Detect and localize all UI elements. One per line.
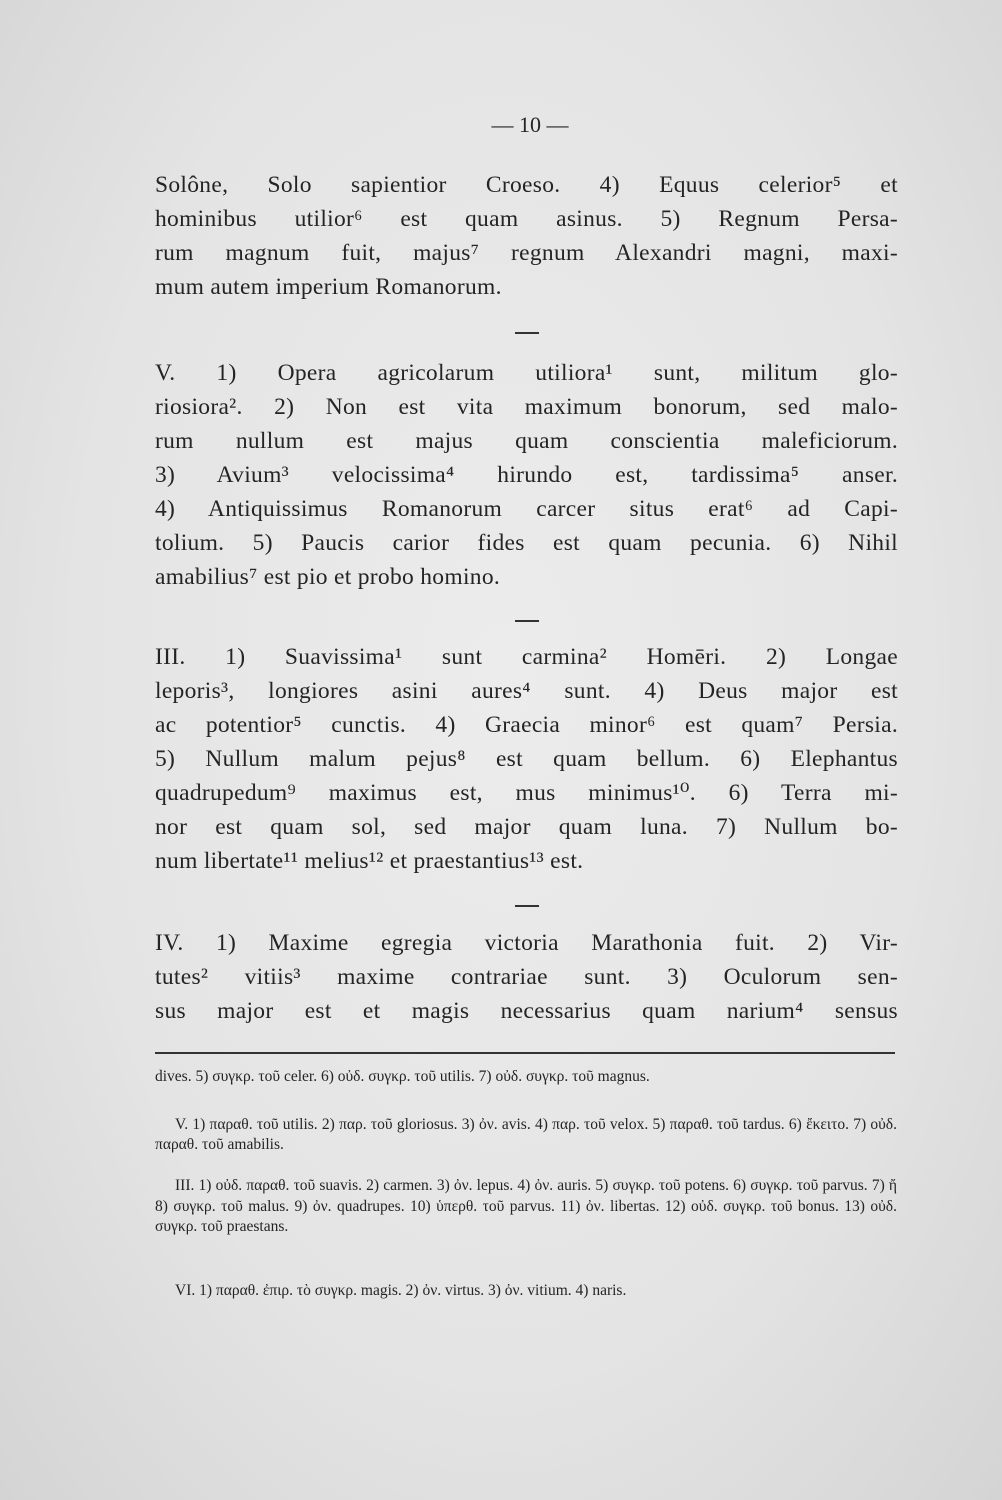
text-line: ac potentior⁵ cunctis. 4) Graecia minor⁶ est quam⁷ Persia. xyxy=(155,712,898,738)
text-line: Solône, Solo sapientior Croeso. 4) Equus celerior⁵ et xyxy=(155,172,898,198)
text-line: 4) Antiquissimus Romanorum carcer situs erat⁶ ad Capi- xyxy=(155,496,898,522)
footnote: VI. 1) παραθ. ἐπιρ. τὸ συγκρ. magis. 2) ὀν. virtus. 3) ὀν. vitium. 4) naris. xyxy=(175,1282,627,1299)
text-line: V. 1) Opera agricolarum utiliora¹ sunt, militum glo- xyxy=(155,360,898,386)
section-divider xyxy=(515,332,539,334)
text-line: rum nullum est majus quam conscientia maleficiorum. xyxy=(155,428,898,454)
text-line: quadrupedum⁹ maximus est, mus minimus¹⁰. 6) Terra mi- xyxy=(155,780,898,806)
section-divider xyxy=(515,620,539,622)
text-line: nor est quam sol, sed major quam luna. 7) Nullum bo- xyxy=(155,814,898,840)
text-line: num libertate¹¹ melius¹² et praestantius¹³ est. xyxy=(155,848,584,874)
text-line: tutes² vitiis³ maxime contrariae sunt. 3) Oculorum sen- xyxy=(155,964,898,990)
footnote: dives. 5) συγκρ. τοῦ celer. 6) οὐδ. συγκρ. τοῦ utilis. 7) οὐδ. συγκρ. τοῦ magnus. xyxy=(155,1068,650,1085)
text-line: 5) Nullum malum pejus⁸ est quam bellum. 6) Elephantus xyxy=(155,746,898,772)
text-line: 3) Avium³ velocissima⁴ hirundo est, tardissima⁵ anser. xyxy=(155,462,898,488)
footnote: V. 1) παραθ. τοῦ utilis. 2) παρ. τοῦ gloriosus. 3) ὀν. avis. 4) παρ. τοῦ velox. 5) παραθ. τοῦ tardus. 6) ἔκειτο. 7) οὐδ. παραθ. τοῦ amabilis. xyxy=(155,1116,897,1153)
text-line: amabilius⁷ est pio et probo homino. xyxy=(155,564,501,590)
text-line: tolium. 5) Paucis carior fides est quam pecunia. 6) Nihil xyxy=(155,530,898,556)
text-line: riosiora². 2) Non est vita maximum bonorum, sed malo- xyxy=(155,394,898,420)
text-line: mum autem imperium Romanorum. xyxy=(155,274,502,300)
text-line: rum magnum fuit, majus⁷ regnum Alexandri magni, maxi- xyxy=(155,240,898,266)
page-number: — 10 — xyxy=(491,112,569,137)
text-line: III. 1) Suavissima¹ sunt carmina² Homēri. 2) Longae xyxy=(155,644,898,670)
footnote-rule xyxy=(155,1052,895,1054)
text-line: IV. 1) Maxime egregia victoria Marathonia fuit. 2) Vir- xyxy=(155,930,898,956)
section-divider xyxy=(515,905,539,907)
text-line: leporis³, longiores asini aures⁴ sunt. 4) Deus major est xyxy=(155,678,898,704)
text-line: hominibus utilior⁶ est quam asinus. 5) Regnum Persa- xyxy=(155,206,898,232)
footnote: III. 1) οὐδ. παραθ. τοῦ suavis. 2) carmen. 3) ὀν. lepus. 4) ὀν. auris. 5) συγκρ. τοῦ potens. 6) συγκρ. τοῦ parvus. 7) ἤ 8) συγκρ. τοῦ malus. 9) ὀν. quadrupes. 10) ὑπερθ. τοῦ parvus. 11) ὀν. libertas. 12) οὐδ. συγκρ. τοῦ bonus. 13) οὐδ. συγκρ. τοῦ praestans. xyxy=(155,1177,897,1235)
text-line: sus major est et magis necessarius quam narium⁴ sensus xyxy=(155,998,898,1024)
